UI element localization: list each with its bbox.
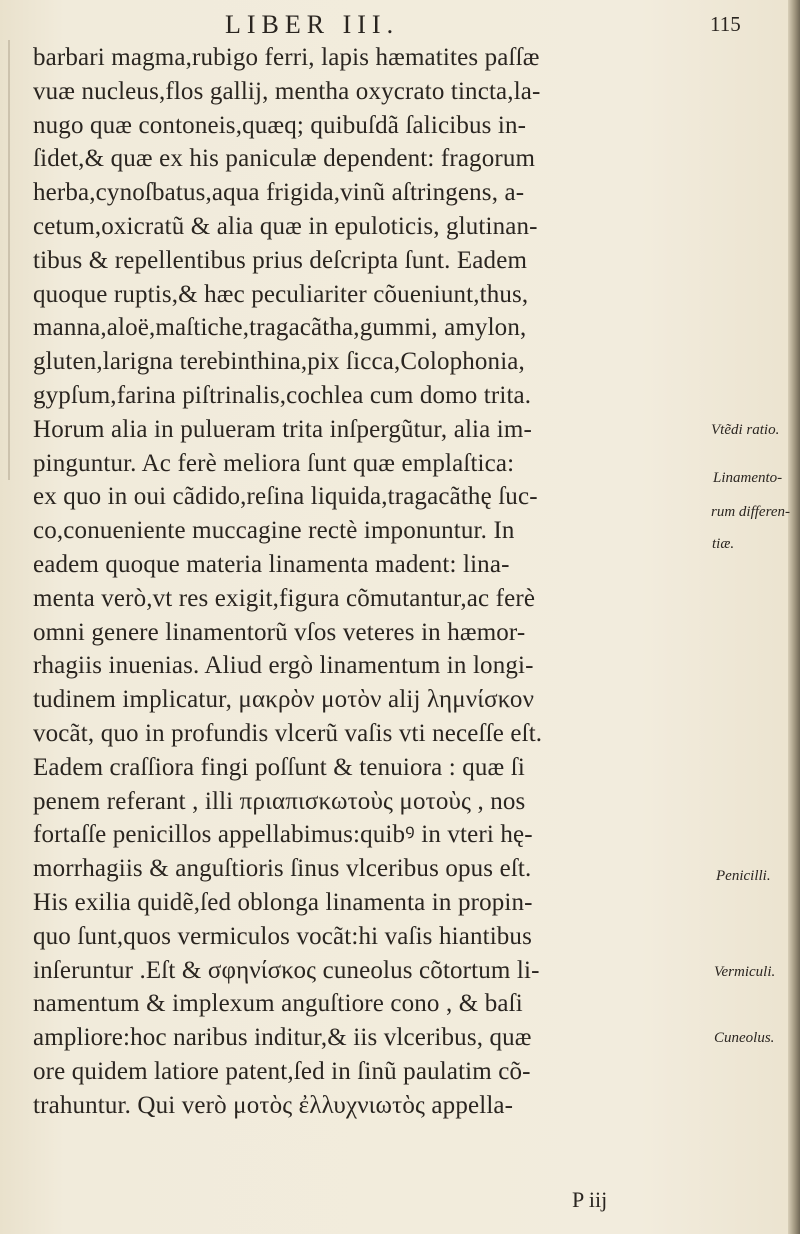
- page-number: 115: [710, 12, 741, 36]
- text-line: quo ſunt,quos vermiculos vocãt:hi vaſis hiantibus: [33, 922, 532, 950]
- text-line: tibus & repellentibus prius deſcripta ſunt. Eadem: [33, 246, 528, 274]
- margin-note: tiæ.: [712, 536, 735, 552]
- text-line: manna,aloë,maſtiche,tragacãtha,gummi, amylon,: [33, 314, 527, 342]
- signature-mark: P iij: [572, 1187, 608, 1212]
- text-line: fortaſſe penicillos appellabimus:quibꝰ in vteri hę-: [33, 821, 533, 849]
- text-line: barbari magma,rubigo ferri, lapis hæmatites paſſæ: [33, 44, 540, 71]
- text-line: co,conueniente muccagine rectè imponuntur. In: [33, 517, 515, 545]
- page-edge: [788, 0, 800, 1234]
- margin-note: Penicilli.: [716, 868, 771, 884]
- margin-note: Cuneolus.: [714, 1030, 775, 1046]
- text-line: pinguntur. Ac ferè meliora ſunt quæ emplaſtica:: [33, 449, 515, 477]
- text-line: ſidet,& quæ ex his paniculæ dependent: fragorum: [33, 145, 536, 173]
- text-line: Horum alia in pulueram trita inſpergũtur, alia im-: [33, 415, 532, 443]
- text-line: rhagiis inuenias. Aliud ergò linamentum in longi-: [33, 652, 534, 680]
- text-line: gluten,larigna terebinthina,pix ſicca,Colophonia,: [33, 348, 525, 376]
- margin-note: Linamento-: [713, 470, 783, 486]
- text-line: vocãt, quo in profundis vlcerũ vaſis vti neceſſe eſt.: [33, 719, 543, 747]
- text-line: Eadem craſſiora fingi poſſunt & tenuiora : quæ ſi: [33, 753, 525, 781]
- text-line: penem referant , illi πριαπισκωτοὺς μοτοὺς , nos: [33, 787, 526, 815]
- text-line: morrhagiis & anguſtioris ſinus vlceribus opus eſt.: [33, 855, 532, 883]
- text-line: quoque ruptis,& hæc peculiariter cõueniunt,thus,: [33, 280, 529, 308]
- margin-note: rum differen-: [711, 504, 791, 520]
- gutter-shadow: [8, 40, 10, 480]
- text-line: His exilia quidẽ,ſed oblonga linamenta in propin-: [33, 888, 533, 916]
- text-line: omni genere linamentorũ vſos veteres in hæmor-: [33, 618, 526, 646]
- text-line: nugo quæ contoneis,quæq; quibuſdã ſalicibus in-: [33, 111, 527, 139]
- text-line: inſeruntur .Eſt & σφηνίσκος cuneolus cõtortum li-: [33, 956, 540, 984]
- text-line: tudinem implicatur, μακρὸν μοτὸν alij λημνίσκον: [33, 686, 535, 714]
- page-header: [0, 4, 800, 40]
- text-line: ore quidem latiore patent,ſed in ſinũ paulatim cõ-: [33, 1057, 531, 1085]
- margin-note: Vtẽdi ratio.: [711, 422, 780, 438]
- text-line: vuæ nucleus,flos gallij, mentha oxycrato tincta,la-: [33, 77, 541, 105]
- text-line: eadem quoque materia linamenta madent: lina-: [33, 550, 510, 578]
- text-line: herba,cynoſbatus,aqua frigida,vinũ aſtringens, a-: [33, 179, 525, 207]
- running-head: LIBER III.: [225, 10, 400, 39]
- text-line: cetum,oxicratũ & alia quæ in epuloticis, glutinan-: [33, 212, 538, 240]
- main-text: [33, 41, 713, 1123]
- text-line: ex quo in oui cãdido,reſina liquida,tragacãthę ſuc-: [33, 483, 538, 511]
- text-line: ampliore:hoc naribus inditur,& iis vlceribus, quæ: [33, 1024, 532, 1052]
- text-line: namentum & implexum anguſtiore cono , & baſi: [33, 990, 523, 1018]
- text-line: menta verò,vt res exigit,figura cõmutantur,ac ferè: [33, 584, 536, 612]
- text-line: trahuntur. Qui verò μοτὸς ἐλλυχνιωτὸς appella-: [33, 1091, 514, 1119]
- margin-note: Vermiculi.: [714, 964, 776, 980]
- text-line: gypſum,farina piſtrinalis,cochlea cum domo trita.: [33, 381, 532, 409]
